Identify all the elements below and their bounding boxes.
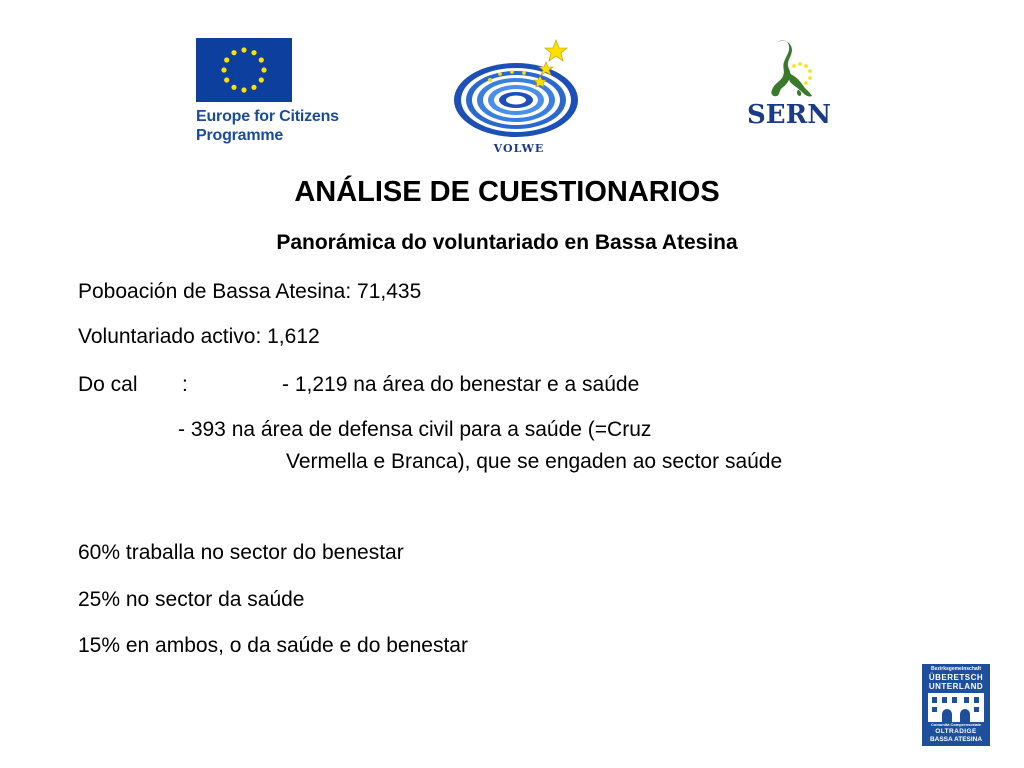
eu-flag-icon (196, 38, 292, 102)
sern-logo (742, 38, 836, 130)
sern-map-icon (742, 38, 836, 100)
page-title: ANÁLISE DE CUESTIONARIOS (294, 176, 720, 208)
stat-both: 15% en ambos, o da saúde e do benestar (78, 634, 468, 657)
eu-logo-line1: Europe for Citizens (196, 108, 339, 125)
volwe-logo (448, 38, 590, 162)
volwe-spiral-icon (448, 38, 590, 142)
stat-welfare: 60% traballa no sector do benestar (78, 541, 404, 564)
eu-citizens-logo (196, 38, 348, 150)
breakdown-item-civil-defense: - 393 na área de defensa civil para a saúde (=Cruz (178, 418, 652, 441)
bezirk-logo-line1: ÜBERETSCH (928, 673, 984, 682)
page-subtitle: Panorámica do voluntariado en Bassa Atesina (276, 231, 738, 254)
bezirk-logo-line3: OLTRADIGE (935, 728, 977, 735)
bezirksgemeinschaft-logo (922, 664, 990, 746)
bezirk-logo-small-top: Bezirksgemeinschaft (930, 666, 982, 672)
sern-logo-text: SERN (747, 100, 831, 130)
breakdown-label: Do cal (78, 373, 138, 396)
breakdown-item-welfare: - 1,219 na área do benestar e a saúde (282, 373, 640, 396)
breakdown-colon: : (182, 373, 188, 396)
bezirk-logo-line4: BASSA ATESINA (929, 736, 983, 743)
volunteers-line: Voluntariado activo: 1,612 (78, 325, 320, 348)
volwe-logo-text: VOLWE (493, 142, 545, 155)
population-line: Poboación de Bassa Atesina: 71,435 (78, 280, 422, 303)
bezirk-logo-line2: UNTERLAND (928, 682, 984, 691)
building-icon (928, 693, 984, 722)
stat-health: 25% no sector da saúde (78, 588, 305, 611)
bezirk-logo-small-bottom: Comunità Comprensoriale (930, 722, 981, 727)
eu-logo-line2: Programme (196, 127, 284, 144)
breakdown-item-civil-defense-cont: Vermella e Branca), que se engaden ao sector saúde (286, 450, 783, 473)
